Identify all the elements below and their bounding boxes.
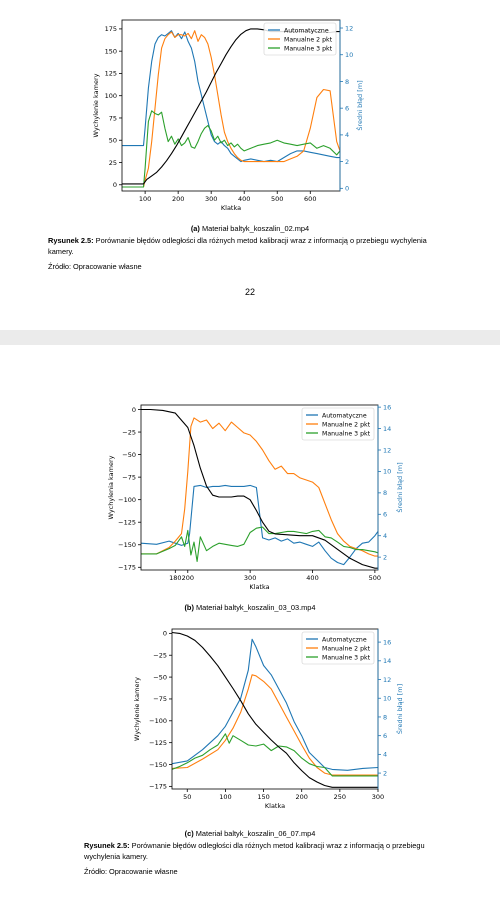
y-tick-label: −75 (153, 695, 167, 704)
figure-caption-top (48, 236, 448, 257)
x-axis-label: Klatka (249, 583, 270, 591)
y2-tick-label: 16 (383, 638, 392, 647)
y-tick-label: 0 (112, 181, 117, 190)
subcaption-c-text: Materiał baltyk_koszalin_06_07.mp4 (195, 829, 316, 838)
y2-tick-label: 6 (383, 510, 388, 519)
x-tick-label: 500 (368, 574, 382, 582)
chart-svg-0 (0, 0, 500, 210)
page-separator (0, 330, 500, 345)
figure-label: Rysunek 2.5: (48, 236, 94, 245)
legend-label-1: Manualne 2 pkt (322, 421, 371, 429)
subcaption-b-label: (b) (184, 603, 194, 612)
subcaption-a-text: Materiał baltyk_koszalin_02.mp4 (201, 224, 310, 233)
y2-tick-label: 14 (383, 657, 392, 666)
y-tick-label: −175 (149, 782, 167, 791)
x-tick-label: 300 (204, 195, 218, 203)
y-tick-label: 50 (108, 136, 117, 145)
series-manualne-2-pkt-line (172, 675, 378, 775)
legend-label-2: Manualne 3 pkt (322, 654, 371, 662)
subcaption-b-text: Materiał baltyk_koszalin_03_03.mp4 (195, 603, 316, 612)
chart-b (0, 390, 500, 600)
y2-axis-label: Średni błąd [m] (356, 80, 364, 131)
y2-tick-label: 0 (345, 184, 350, 193)
x-axis-label: Klatka (220, 204, 242, 210)
figure-caption-text-bottom: Porównanie błędów odległości dla różnych metod kalibracji wraz z informacją o przebiegu wychylenia kamery. (84, 841, 425, 861)
y-tick-label: 75 (108, 114, 117, 123)
y2-tick-label: 6 (383, 731, 388, 740)
y2-tick-label: 14 (383, 424, 392, 433)
x-tick-label: 150 (257, 793, 270, 801)
y2-tick-label: 2 (383, 769, 388, 778)
legend-label-1: Manualne 2 pkt (322, 645, 371, 653)
legend-label-2: Manualne 3 pkt (322, 430, 371, 438)
y-tick-label: 100 (104, 92, 117, 101)
series-manualne-3-pkt-line (172, 734, 378, 776)
y-tick-label: −125 (118, 518, 136, 527)
y2-tick-label: 8 (383, 713, 388, 722)
y2-tick-label: 2 (383, 553, 388, 562)
subcaption-c-label: (c) (184, 829, 194, 838)
y-tick-label: −150 (118, 541, 136, 550)
y-tick-label: 150 (104, 47, 117, 56)
legend-label-0: Automatyczne (322, 636, 367, 644)
figure-caption-text: Porównanie błędów odległości dla różnych metod kalibracji wraz z informacją o przebiegu wychylenia kamery. (48, 236, 427, 256)
document-page-bottom (0, 345, 500, 910)
source-note-bottom: Źródło: Opracowanie własne (84, 867, 178, 876)
x-tick-label: 300 (371, 793, 385, 801)
y-tick-label: −100 (149, 717, 167, 726)
document-page-top (0, 0, 500, 330)
y-tick-label: −50 (153, 673, 167, 682)
chart-svg-2 (0, 619, 500, 819)
figure-caption-bottom (84, 841, 454, 862)
x-tick-label: 300 (243, 574, 257, 582)
y2-tick-label: 4 (383, 750, 388, 759)
y2-tick-label: 4 (345, 131, 350, 140)
y-tick-label: 0 (162, 629, 167, 638)
y-tick-label: −50 (122, 450, 136, 459)
x-tick-label: 180 (169, 574, 182, 582)
x-axis-label: Klatka (264, 802, 286, 810)
x-tick-label: 400 (238, 195, 251, 203)
legend-label-0: Automatyczne (284, 27, 329, 35)
x-tick-label: 400 (306, 574, 319, 582)
figure-label-bottom: Rysunek 2.5: (84, 841, 130, 850)
y2-tick-label: 8 (345, 77, 350, 86)
y2-axis-label: Średni błąd [m] (396, 462, 404, 513)
y-axis-label: Wychylenie kamery (133, 677, 141, 741)
x-tick-label: 200 (181, 574, 194, 582)
y-axis-label: Wychylenie kamery (92, 73, 100, 138)
x-tick-label: 600 (304, 195, 317, 203)
x-tick-label: 200 (295, 793, 308, 801)
x-tick-label: 100 (138, 195, 152, 203)
x-tick-label: 100 (219, 793, 232, 801)
y-axis-label: Wychylenia kamery (107, 455, 115, 520)
y-tick-label: −175 (118, 563, 136, 572)
subcaption-a-label: (a) (190, 224, 200, 233)
y2-tick-label: 12 (383, 446, 392, 455)
chart-svg-1 (0, 390, 500, 600)
y-tick-label: −125 (149, 738, 167, 747)
x-tick-label: 250 (333, 793, 347, 801)
y2-tick-label: 8 (383, 489, 388, 498)
y2-tick-label: 12 (383, 675, 392, 684)
y-tick-label: 0 (131, 405, 136, 414)
x-tick-label: 200 (171, 195, 185, 203)
y2-tick-label: 12 (345, 24, 354, 33)
series-manualne-3-pkt-line (141, 527, 378, 561)
y-tick-label: −25 (153, 651, 167, 660)
y2-tick-label: 4 (383, 532, 388, 541)
y2-tick-label: 2 (345, 157, 350, 166)
subcaption-b (0, 603, 500, 612)
x-tick-label: 50 (183, 793, 192, 801)
legend-label-1: Manualne 2 pkt (284, 36, 333, 44)
y-tick-label: 25 (108, 158, 117, 167)
y2-tick-label: 10 (383, 694, 392, 703)
y-tick-label: 125 (104, 69, 117, 78)
y-tick-label: 175 (104, 25, 117, 34)
y2-tick-label: 10 (383, 467, 392, 476)
subcaption-c (0, 829, 500, 838)
chart-c (0, 619, 500, 819)
chart-a (0, 0, 500, 210)
y2-axis-label: Średni błąd [m] (396, 683, 404, 735)
source-note-top: Źródło: Opracowanie własne (48, 262, 142, 271)
y2-tick-label: 6 (345, 104, 350, 113)
x-tick-label: 500 (271, 195, 284, 203)
y2-tick-label: 16 (383, 403, 392, 412)
y-tick-label: −25 (122, 428, 136, 437)
y-tick-label: −75 (122, 473, 136, 482)
y2-tick-label: 10 (345, 51, 354, 60)
subcaption-a (0, 224, 500, 233)
page-number: 22 (244, 287, 255, 297)
y-tick-label: −100 (118, 495, 136, 504)
legend-label-2: Manualne 3 pkt (284, 45, 333, 53)
y-tick-label: −150 (149, 760, 167, 769)
legend-label-0: Automatyczne (322, 412, 367, 420)
